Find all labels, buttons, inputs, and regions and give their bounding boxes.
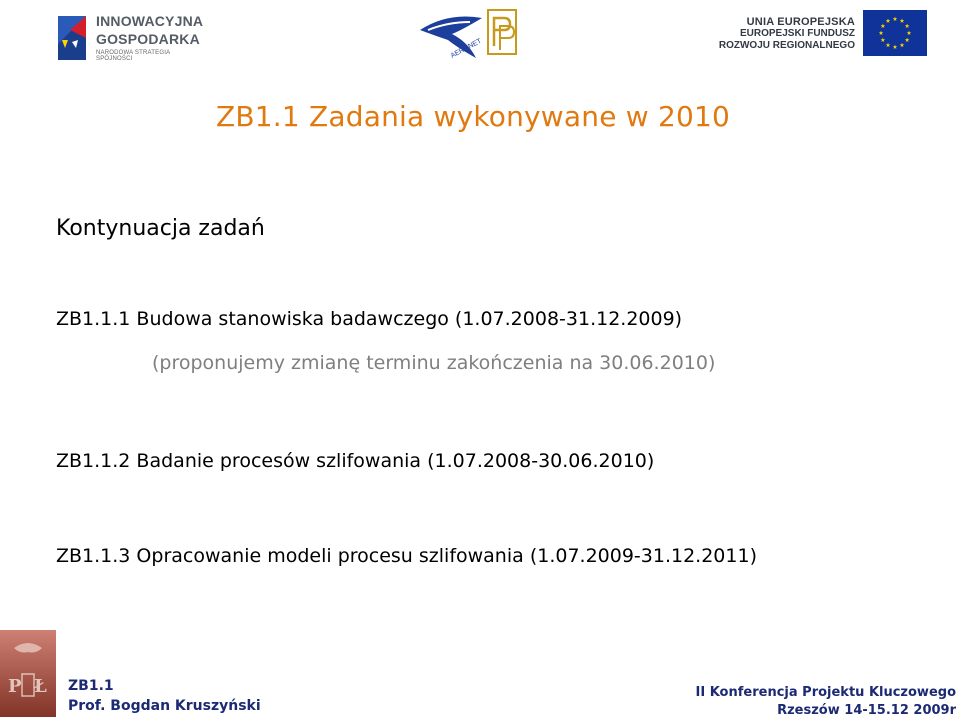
eu-logo-line3: ROZWOJU REGIONALNEGO — [718, 40, 855, 51]
slide-title: ZB1.1 Zadania wykonywane w 2010 — [216, 100, 731, 133]
ig-logo-line2: GOSPODARKA — [96, 31, 200, 47]
section-subheading: Kontynuacja zadań — [56, 216, 265, 241]
footer-conference-date: Rzeszów 14-15.12 2009r — [777, 703, 956, 718]
eu-flag — [863, 10, 927, 56]
eu-logo-line1: UNIA EUROPEJSKA — [746, 16, 855, 28]
eu-logo-line2: EUROPEJSKI FUNDUSZ — [739, 28, 855, 39]
eu-flag-icon — [863, 10, 927, 56]
eu-logo-text — [719, 16, 855, 52]
aeronet-logo — [418, 8, 484, 66]
task-item-3: ZB1.1.3 Opracowanie modeli procesu szlifowania (1.07.2009-31.12.2011) — [56, 545, 757, 567]
svg-text:Ł: Ł — [34, 676, 47, 697]
innowacyjna-gospodarka-logo — [56, 10, 206, 64]
footer-author — [68, 676, 261, 716]
footer-conference-name: II Konferencja Projektu Kluczowego — [695, 685, 956, 700]
pp-emblem-logo — [486, 8, 518, 56]
task-item-1: ZB1.1.1 Budowa stanowiska badawczego (1.07.2008-31.12.2009) — [56, 308, 683, 330]
footer-task-code: ZB1.1 — [68, 678, 114, 694]
svg-text:P: P — [8, 676, 22, 697]
ig-logo-line3: NARODOWA STRATEGIA SPÓJNOŚCI — [96, 50, 170, 62]
ig-logo-line1: INNOWACYJNA — [96, 13, 204, 29]
footer-author-name: Prof. Bogdan Kruszyński — [68, 698, 261, 714]
university-emblem — [0, 630, 56, 717]
task-item-2: ZB1.1.2 Badanie procesów szlifowania (1.07.2008-30.06.2010) — [56, 450, 655, 472]
aeronet-plane-icon — [418, 8, 484, 66]
pp-emblem-icon — [486, 8, 518, 56]
ig-emblem-icon — [56, 10, 96, 64]
aeronet-text: AERONET — [449, 37, 483, 60]
task-item-1-note: (proponujemy zmianę terminu zakończenia na 30.06.2010) — [152, 352, 716, 374]
footer-conference — [696, 684, 956, 720]
university-emblem-icon — [0, 630, 56, 717]
